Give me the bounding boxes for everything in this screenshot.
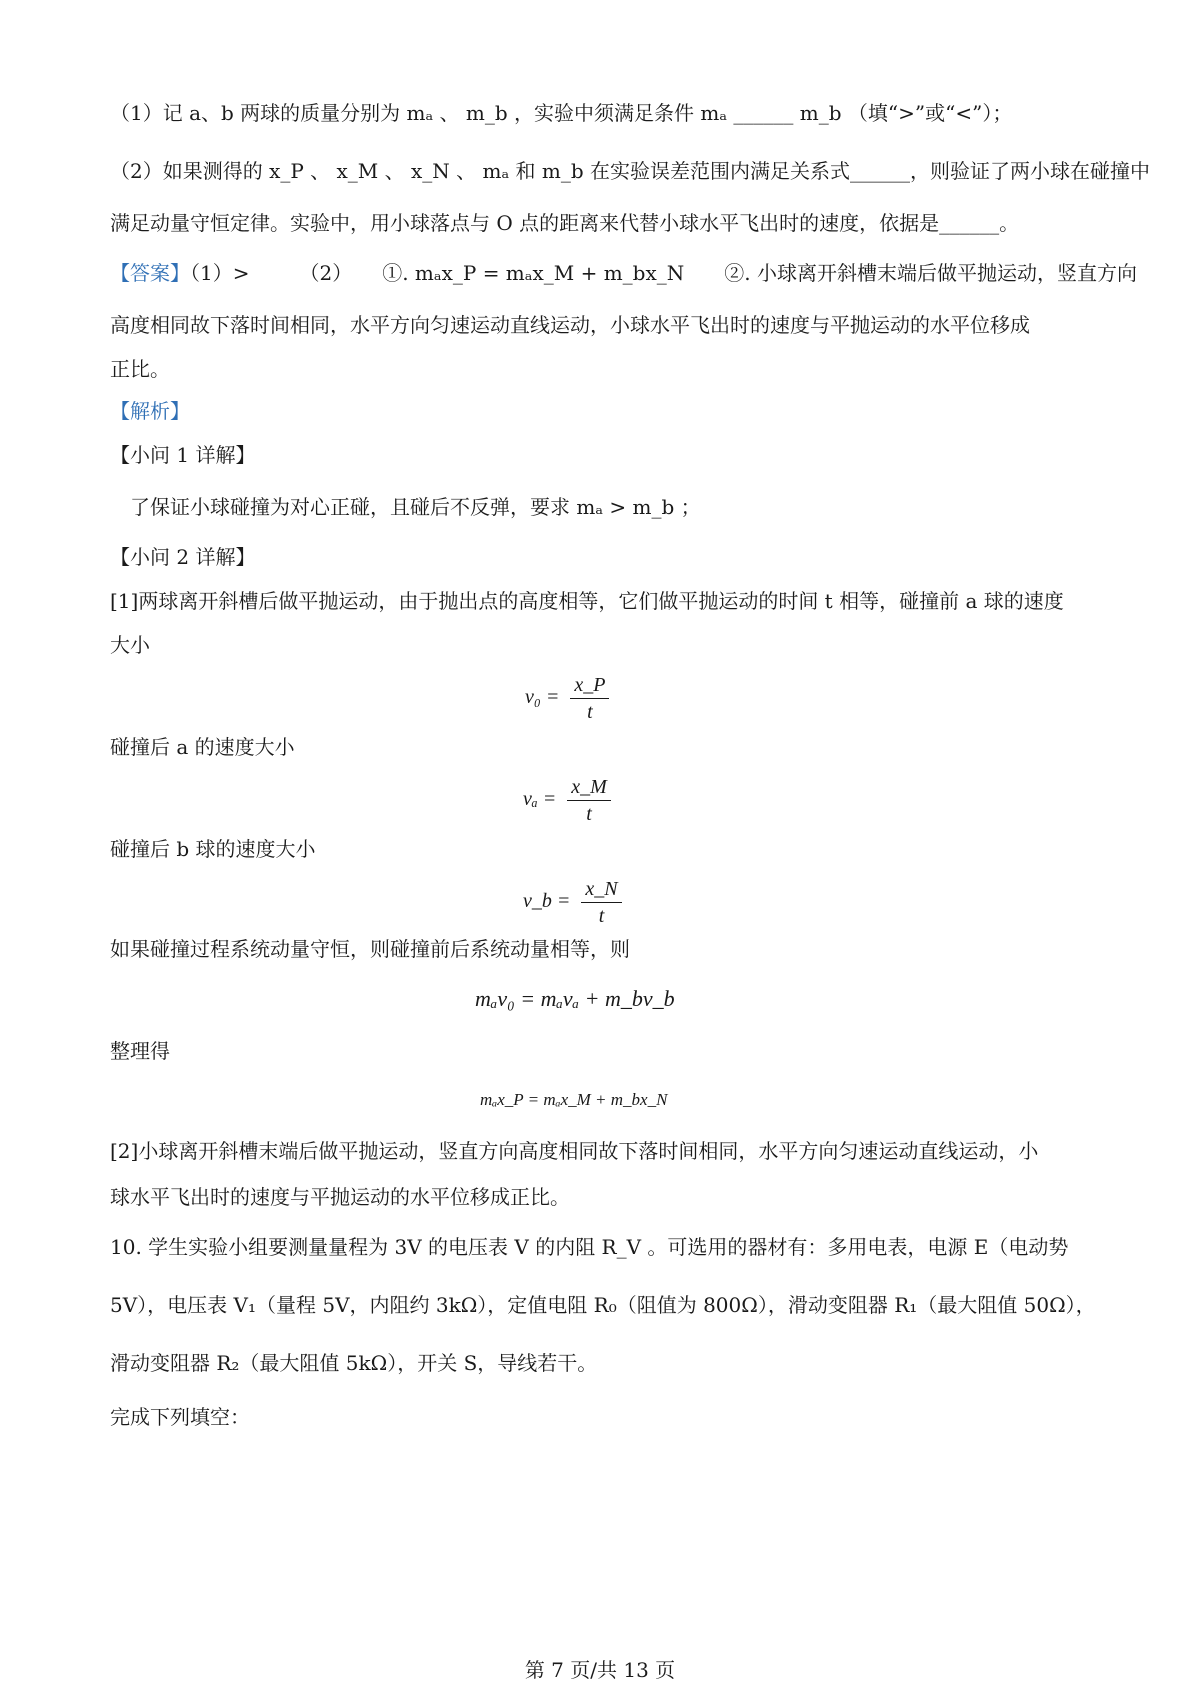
reason-line2: 球水平飞出时的速度与平抛运动的水平位移成正比。 [110, 1185, 570, 1209]
page-footer: 第 7 页/共 13 页 [524, 1658, 676, 1682]
fraction [581, 876, 621, 929]
sub1-text: 了保证小球碰撞为对心正碰，且碰后不反弹，要求 mₐ > m_b ； [130, 495, 701, 519]
fraction-denominator: t [587, 701, 593, 723]
fraction [570, 672, 609, 725]
equation-momentum: mₐv₀ = mₐvₐ + m_bv_b [475, 986, 675, 1011]
equation-lhs: v_b = [523, 890, 571, 913]
equation-final: mₐx_P = mₐx_M + m_bx_N [480, 1090, 668, 1109]
q10-line3: 滑动变阻器 R₂（最大阻值 5kΩ），开关 S，导线若干。 [110, 1351, 598, 1375]
sub1-heading: 【小问 1 详解】 [110, 443, 256, 467]
fraction-numerator: x_N [581, 876, 621, 903]
equation-va [523, 774, 611, 827]
q10-line2: 5V），电压表 V₁（量程 5V，内阻约 3kΩ），定值电阻 R₀（阻值为 800Ω），滑动变阻器 R₁（最大阻值 50Ω）， [110, 1293, 1096, 1317]
answer-line1 [110, 258, 1137, 288]
conservation-text: 如果碰撞过程系统动量守恒，则碰撞前后系统动量相等，则 [110, 937, 630, 961]
fraction-denominator: t [586, 803, 592, 825]
fraction-denominator: t [598, 905, 605, 927]
reason-line1: [2]小球离开斜槽末端后做平抛运动，竖直方向高度相同故下落时间相同，水平方向匀速运动直线运动，小 [110, 1139, 1039, 1163]
fraction-numerator: x_M [567, 774, 611, 801]
question-part1: （1）记 a、b 两球的质量分别为 mₐ 、 m_b ，实验中须满足条件 mₐ ______ m_b （填“>”或“<”）； [110, 101, 1013, 125]
answer-line2: 高度相同故下落时间相同，水平方向匀速运动直线运动，小球水平飞出时的速度与平抛运动的水平位移成 [110, 313, 1030, 337]
answer-label: 【答案】 [110, 261, 190, 285]
equation-vb [523, 876, 622, 929]
equation-v0 [525, 672, 609, 725]
equation-lhs: v₀ = [525, 686, 560, 709]
sub2-line1: [1]两球离开斜槽后做平抛运动，由于抛出点的高度相等，它们做平抛运动的时间 t 相等，碰撞前 a 球的速度 [110, 589, 1064, 613]
arrange-text: 整理得 [110, 1039, 170, 1063]
answer-line3: 正比。 [110, 357, 170, 381]
question-part2-line2: 满足动量守恒定律。实验中，用小球落点与 O 点的距离来代替小球水平飞出时的速度，依据是______。 [110, 211, 1020, 235]
equation-lhs: vₐ = [523, 788, 557, 811]
sub2-heading: 【小问 2 详解】 [110, 545, 256, 569]
fraction-numerator: x_P [570, 672, 609, 699]
fraction [567, 774, 611, 827]
question-part2-line1: （2）如果测得的 x_P 、 x_M 、 x_N 、 mₐ 和 m_b 在实验误差范围内满足关系式______，则验证了两小球在碰撞中 [110, 159, 1151, 183]
fill-prompt: 完成下列填空： [110, 1405, 250, 1429]
analysis-label: 【解析】 [110, 399, 190, 423]
q10-line1: 10. 学生实验小组要测量量程为 3V 的电压表 V 的内阻 R_V 。可选用的器材有：多用电表，电源 E（电动势 [110, 1235, 1069, 1259]
after-b-text: 碰撞后 b 球的速度大小 [110, 837, 316, 861]
sub2-line2: 大小 [110, 633, 150, 657]
after-a-text: 碰撞后 a 的速度大小 [110, 735, 295, 759]
answer-text: （1）> （2） ①. mₐx_P = mₐx_M + m_bx_N ②. 小球离开斜槽末端后做平抛运动，竖直方向 [190, 261, 1137, 285]
